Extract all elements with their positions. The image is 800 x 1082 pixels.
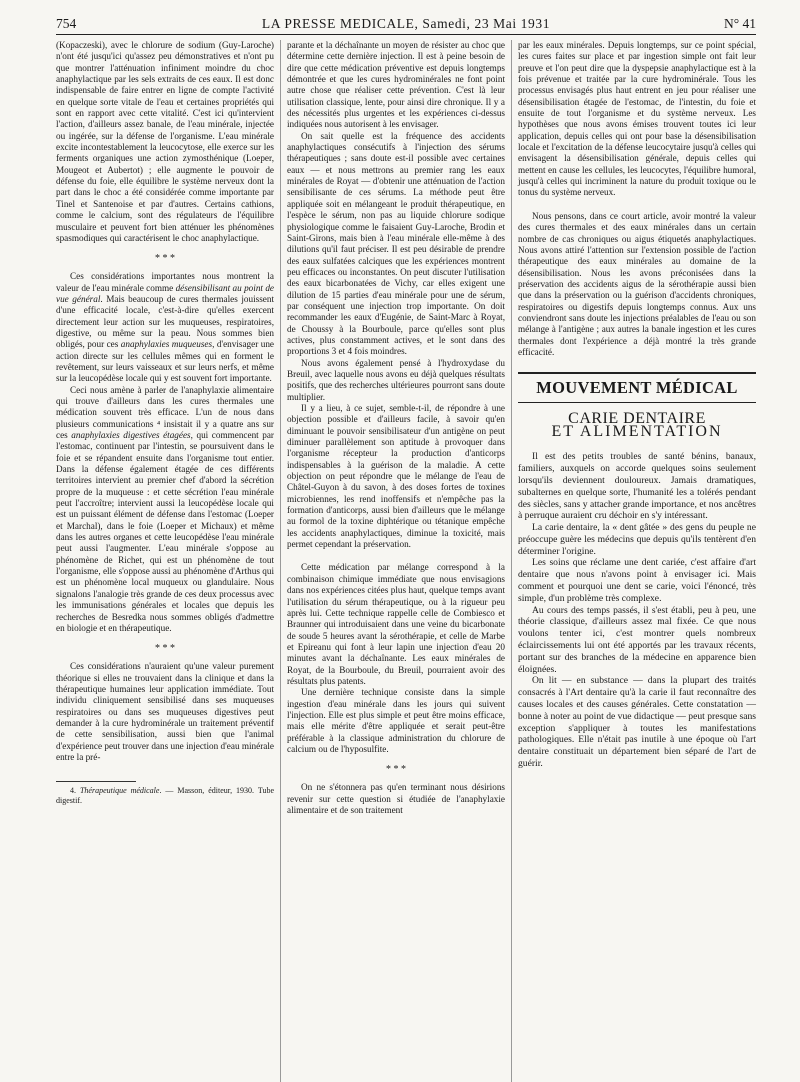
paragraph: On ne s'étonnera pas qu'en terminant nous désirions revenir sur cette question si étudiée de l'anaphylaxie alimentaire et de son traitement (287, 782, 505, 815)
section-stars: * * * (386, 764, 406, 776)
column-3 (518, 40, 756, 770)
section-rule (518, 402, 756, 403)
paragraph: parante et la déchaînante un moyen de résister au choc que détermine cette dernière injection. Il est à peine besoin de dire que cette médication préventive est depuis longtemps démontrée et que les cures hydrominérales ne font point autre chose que réaliser cette prévention. C'est là leur utilisation classique, lente, pour ainsi dire chronique. Il y a des nécessités plus urgentes et les expériences ci-dessus indiquées nous autorisent à les envisager. (287, 40, 505, 130)
header-rule (56, 34, 756, 35)
paragraph: On lit — en substance — dans la plupart des traités consacrés à l'Art dentaire qu'à la carie il faut reconnaître des causes locales et des causes générales. Cette constatation — bonne à noter au point de vue didactique — peut presque sans exception s'appliquer à toutes les manifestations pathologiques. Elle n'était pas inutile à une époque où l'art dentaire constituait un département bien séparé de l'art de guérir. (518, 675, 756, 770)
column-1 (56, 40, 274, 806)
paragraph: Ces considérations importantes nous montrent la valeur de l'eau minérale comme désensibilisant au point de vue général. Mais beaucoup de cures thermales jouissent d'une efficacité locale, c'est-à-dire qu'elles exercent directement leur action sur les muqueuses, respiratoires, digestive, ou même sur la peau. Nous sommes bien obligés, pour ces anaphylaxies muqueuses, d'envisager une action directe sur les cellules mêmes qui en forment le revêtement, sur leurs vaisseaux et sur leurs nerfs, et même sur la leucopédèse locale qui y est souvent fort importante. (56, 271, 274, 384)
paragraph: Nous pensons, dans ce court article, avoir montré la valeur des cures thermales et des eaux minérales dans un certain nombre de cas chroniques ou aigus étiquetés anaphylactiques. Nous avons attiré l'attention sur l'extension possible de l'action thérapeutique des eaux minérales au domaine de la désensibilisation. Nous les avons préconisées dans la préservation des accidents aigus de la sérothérapie aussi bien que dans la préservation ou la guérison d'accidents chroniques, respiratoires ou digestifs depuis longtemps connus. Aux uns conviendront sans doute les injections préalables de l'eau ou son mélange à l'antigène ; aux autres la banale ingestion et les cures thermales dont l'expérience a déjà montré la très grande efficacité. (518, 210, 756, 357)
emphasis: désensibilisant au point de vue général (56, 282, 274, 304)
paragraph: La carie dentaire, la « dent gâtée » des gens du peuple ne préoccupe guère les médecins que depuis qu'ils tentèrent d'en déterminer l'origine. (518, 522, 756, 557)
paragraph: Il y a lieu, à ce sujet, semble-t-il, de répondre à une objection possible et d'ailleurs facile, à savoir qu'en diminuant le pouvoir sensibilisateur d'un antigène on peut diminuer parallèlement son aptitude à provoquer dans l'organisme récepteur la production d'anticorps indispensables à la guérison de la maladie. A cette objection on peut répondre que le mélange de l'eau de Châtel-Guyon à du savon, à des doses fortes de toxines microbiennes, les rend inoffensifs et n'empêche pas la formation d'anticorps, aussi bien d'ailleurs que le mélange au formol de la toxine diphtérique ou tétanique empêche les accidents anaphylactiques, diminue la toxicité, mais permet cependant la préservation. (287, 403, 505, 550)
column-separator (280, 40, 281, 1082)
paragraph: par les eaux minérales. Depuis longtemps, sur ce point spécial, les cures faites sur place et par ingestion simple ont fait leur preuve et l'on peut dire que la dyspepsie anaphylactique est à la fois prévenue et traitée par la cure hydrominérale. Tous les processus envisagés plus haut entrent en jeu pour réaliser une désensibilisation étagée de l'estomac, de l'intestin, du foie et ensuite de tout l'organisme et du système nerveux. Les hypothèses que nous avons émises trouvent toutes ici leur application, depuis celles qui ont pour base la désensibilisation locale et l'excitation de la défense leucocytaire jusqu'à celles qui envisagent la désensibilisation générale, depuis celles qui mettent en cause les cellules, les leucocytes, l'équilibre humoral, jusqu'à celles qui incriminent la nature du produit toxique ou le tonus du système nerveux. (518, 40, 756, 198)
paragraph: Nous avons également pensé à l'hydroxydase du Breuil, avec laquelle nous avons eu déjà quelques résultats positifs, que des recherches ultérieures pourront sans doute multiplier. (287, 357, 505, 402)
paragraph: Les soins que réclame une dent cariée, c'est affaire d'art dentaire que nous n'avons point à envisager ici. Mais comment et pourquoi une dent se carie, voici l'énoncé, très simple, d'un problème très complexe. (518, 557, 756, 604)
column-separator (511, 40, 512, 1082)
issue-number: N° 41 (723, 16, 756, 31)
emphasis: anaphylaxies digestives étagées (71, 430, 191, 440)
paragraph: Au cours des temps passés, il s'est établi, peu à peu, une théorie classique, d'ailleurs assez mal fixée. Ce que nous voulons tenter ici, c'est montrer quels nombreux éclaircissements lui ont été apportés par les travaux récents, portant sur des branches de la médecine en apparence bien éloignées. (518, 604, 756, 675)
journal-title: LA PRESSE MEDICALE, Samedi, 23 Mai 1931 (261, 16, 551, 31)
paragraph: Ces considérations n'auraient qu'une valeur purement théorique si elles ne trouvaient dans la clinique et dans la thérapeutique humaines leur application immédiate. Tout individu cliniquement sensibilisé dans ses muqueuses respiratoires ou dans ses muqueuses digestives peut demander à la cure hydrominérale un traitement préventif de cette sensibilisation, aussi bien que l'animal d'expérience peut trouver dans une injection d'eau minérale entre la pré- (56, 661, 274, 762)
page-number: 754 (56, 16, 77, 31)
section-rule (518, 372, 756, 374)
paragraph: On sait quelle est la fréquence des accidents anaphylactiques consécutifs à l'injection des sérums thérapeutiques ; sans doute est-il possible avec certaines eaux — et nous mettrons au premier rang les eaux minérales de Royat — d'obtenir une atténuation de l'action sensibilisante de ces sérums. La méthode peut être appliquée soit en mélangeant le produit thérapeutique, en l'espèce le sérum, non pas au liquide chlorure sodique physiologique comme le faisaient Guy-Laroche, Brodin et Saint-Girons, mais bien à l'eau minérale elle-même à des dilutions qu'il faut préciser. Il est peu désirable de prendre des eaux sulfatées calciques que les expériences montrent peu efficaces ou inconstantes. On peut discuter l'utilisation des eaux bicarbonatées de Vichy, car elles exigent une dilution de 15 parties d'eau minérale pour une de sérum, par conséquent une injection trop importante. On doit recommander les eaux d'Eugénie, de Saint-Marc à Royat, de Choussy à la Bourboule, parce qu'elles sont plus actives, plus constamment actives, et le sont dans des proportions 3 et 4 fois moindres. (287, 130, 505, 357)
section-title: MOUVEMENT MÉDICAL (536, 378, 738, 398)
paragraph: Une dernière technique consiste dans la simple ingestion d'eau minérale dans les jours qui suivent l'injection. Elle est plus simple et peut être moins efficace, mais elle mérite d'être appliquée et serait peut-être préférable à la classique administration du chlorure de calcium ou de l'hyposulfite. (287, 687, 505, 754)
emphasis: anaphylaxies muqueuses (120, 339, 213, 350)
paragraph: Cette médication par mélange correspond à la combinaison chimique immédiate que nous envisagions dans nos expériences citées plus haut, quelque temps avant l'utilisation du sérum thérapeutique, ou à la rigueur peu après lui. Cette technique rappelle celle de Combiesco et Braunner qui introduisaient dans une veine du bicarbonate de soude 5 heures avant la sérothérapie, et celle de Marbe et Epireanu qui font à leur lapin une injection d'eau 20 minutes avant la déchaînante. Les eaux minérales de Royat, de la Bourboule, du Breuil, pourraient avoir des résultats plus patents. (287, 562, 505, 686)
footnote-rule (56, 781, 136, 782)
article-title: ET ALIMENTATION (551, 422, 723, 440)
paragraph: (Kopaczeski), avec le chlorure de sodium (Guy-Laroche) n'ont été jusqu'ici qu'assez peu démonstratives et n'ont pu que montrer l'atténuation infiniment moindre du choc anaphylactique par les sels extraits de ces eaux. Il est donc indispensable de faire entrer en ligne de compte l'activité en quelque sorte vitale de l'eau et certaines propriétés qui sont en rapport avec cette vitalité. C'est ici qu'intervient l'action, d'ailleurs assez banale, de l'eau minérale, injectée ou ingérée, sur la défense de l'organisme. L'eau minérale excite incontestablement la leucocytose, elle exerce sur les ferments organiques une action zymosthénique (Loeper, Mougeot et Aubertot) ; elle augmente le pouvoir de défense du foie, elle équilibre le système nerveux dont la part dans le choc a été considérée comme importante par Tinel et Santenoise et par d'autres. Certains cathions, comme le calcium, sont des régulateurs de l'équilibre musculaire et peuvent fort bien atténuer les phénomènes spasmodiques qui caractérisent le choc anaphylactique. (56, 40, 274, 243)
article-title: CARIE DENTAIRE (568, 409, 706, 427)
footnote: 4. Thérapeutique médicale. — Masson, éditeur, 1930. Tube digestif. (56, 786, 275, 806)
column-2 (287, 40, 505, 816)
paragraph: Il est des petits troubles de santé bénins, banaux, familiers, auxquels on accorde quelques soins seulement lorsqu'ils deviennent douloureux. Jamais dramatiques, subalternes en quelque sorte, l'humanité les a tolérés pendant des siècles, sans y attacher grande importance, et nos ancêtres à perruque auraient cru déchoir en s'y intéressant. (518, 451, 756, 522)
section-stars: * * * (155, 643, 175, 655)
running-header (56, 12, 756, 36)
article-body (518, 451, 756, 770)
section-stars: * * * (155, 253, 175, 265)
paragraph: Ceci nous amène à parler de l'anaphylaxie alimentaire qui trouve d'ailleurs dans les cures thermales une médication souvent très efficace. L'un de nous dans plusieurs communications ⁴ insistait il y a quatre ans sur ces anaphylaxies digestives étagées, qui commencent par l'estomac, continuent par l'intestin, se poursuivent dans le foie et se répandent ensuite dans l'organisme tout entier. Dans la défense également étagée de ces différents territoires intervient au premier chef d'abord la sécrétion propre de la muqueuse : et cette sécrétion l'eau minérale peut l'accroître; intervient aussi la leucopédèse locale qui est un puissant élément de défense dans l'estomac (Loeper et Marchal), dans le foie (Loeper et Michaux) et même dans les autres organes et cette leucopédèse l'eau minérale peut aussi l'augmenter. L'eau minérale s'oppose au phénomène de Richet, qui est un phénomène de tout l'organisme, elle s'oppose aussi au phénomène d'Arthus qui est un phénomène local muqueux ou glandulaire. Nous signalons l'analogie très grande de ces deux processus avec les immunisations générales et locales que depuis les recherches de Besredka nous sommes obligés d'admettre en biologie et en thérapeutique. (56, 384, 274, 633)
